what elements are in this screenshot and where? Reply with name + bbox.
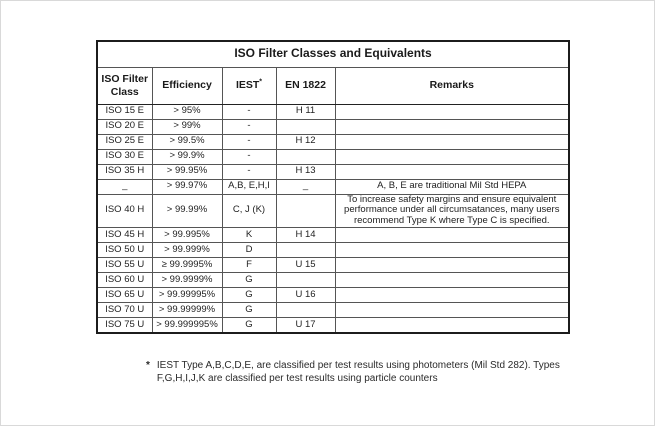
cell-iest: A,B, E,H,I <box>222 179 276 194</box>
cell-iest: G <box>222 318 276 333</box>
cell-en1822 <box>276 194 335 228</box>
cell-efficiency: > 99.999% <box>152 243 222 258</box>
cell-remarks: A, B, E are traditional Mil Std HEPA <box>335 179 569 194</box>
table-row <box>97 164 569 179</box>
cell-remarks <box>335 228 569 243</box>
cell-efficiency: > 99.99999% <box>152 303 222 318</box>
cell-remarks <box>335 149 569 164</box>
cell-efficiency: ≥ 99.9995% <box>152 258 222 273</box>
cell-iso-class: ISO 50 U <box>97 243 152 258</box>
cell-iso-class: ISO 55 U <box>97 258 152 273</box>
cell-remarks <box>335 318 569 333</box>
cell-efficiency: > 95% <box>152 104 222 119</box>
iest-footnote-asterisk: * <box>259 78 263 86</box>
footnote <box>146 359 596 385</box>
cell-efficiency: > 99% <box>152 119 222 134</box>
cell-en1822 <box>276 119 335 134</box>
cell-remarks <box>335 273 569 288</box>
table-row <box>97 243 569 258</box>
cell-iest: G <box>222 303 276 318</box>
column-header-remarks: Remarks <box>335 67 569 104</box>
table-row <box>97 149 569 164</box>
cell-efficiency: > 99.95% <box>152 164 222 179</box>
footnote-line-1: IEST Type A,B,C,D,E, are classified per test results using photometers (Mil Std 282). Types <box>156 360 560 371</box>
table-row <box>97 318 569 333</box>
cell-iest: - <box>222 134 276 149</box>
cell-en1822: U 16 <box>276 288 335 303</box>
column-header-en1822: EN 1822 <box>276 67 335 104</box>
cell-iso-class: ISO 45 H <box>97 228 152 243</box>
cell-iest: - <box>222 164 276 179</box>
table-body <box>97 104 569 333</box>
cell-iest: K <box>222 228 276 243</box>
cell-iso-class: ISO 60 U <box>97 273 152 288</box>
table-title: ISO Filter Classes and Equivalents <box>97 41 569 67</box>
cell-en1822 <box>276 243 335 258</box>
cell-iest: G <box>222 273 276 288</box>
cell-en1822: H 14 <box>276 228 335 243</box>
cell-en1822: U 15 <box>276 258 335 273</box>
cell-remarks <box>335 243 569 258</box>
table-title-row <box>97 41 569 67</box>
footnote-text <box>157 359 560 385</box>
cell-iso-class: ISO 20 E <box>97 119 152 134</box>
footnote-line-2: F,G,H,I,J,K are classified per test results using particle counters <box>156 373 438 384</box>
cell-remarks <box>335 303 569 318</box>
cell-remarks <box>335 288 569 303</box>
cell-en1822 <box>276 303 335 318</box>
cell-efficiency: > 99.99995% <box>152 288 222 303</box>
cell-iest: C, J (K) <box>222 194 276 228</box>
cell-iest: - <box>222 104 276 119</box>
table-header-row <box>97 67 569 104</box>
table-row <box>97 258 569 273</box>
column-header-efficiency: Efficiency <box>152 67 222 104</box>
cell-iso-class: _ <box>97 179 152 194</box>
cell-en1822: U 17 <box>276 318 335 333</box>
cell-iso-class: ISO 15 E <box>97 104 152 119</box>
table-row <box>97 273 569 288</box>
table-row <box>97 119 569 134</box>
cell-iest: F <box>222 258 276 273</box>
cell-iest: G <box>222 288 276 303</box>
cell-en1822: H 12 <box>276 134 335 149</box>
cell-iso-class: ISO 35 H <box>97 164 152 179</box>
cell-efficiency: > 99.9999% <box>152 273 222 288</box>
footnote-asterisk: * <box>146 360 150 371</box>
cell-en1822 <box>276 149 335 164</box>
iso-filter-table <box>96 40 570 334</box>
cell-remarks <box>335 119 569 134</box>
column-header-iest: IEST* <box>222 67 276 104</box>
cell-remarks <box>335 258 569 273</box>
cell-remarks <box>335 104 569 119</box>
cell-remarks: To increase safety margins and ensure equivalent performance under all circumsatances, many users recommend Type K where Type C is specified. <box>335 194 569 228</box>
cell-remarks <box>335 164 569 179</box>
cell-efficiency: > 99.97% <box>152 179 222 194</box>
cell-iest: D <box>222 243 276 258</box>
cell-iso-class: ISO 75 U <box>97 318 152 333</box>
table-row <box>97 104 569 119</box>
cell-iso-class: ISO 65 U <box>97 288 152 303</box>
table-row <box>97 288 569 303</box>
cell-iso-class: ISO 30 E <box>97 149 152 164</box>
cell-efficiency: > 99.9% <box>152 149 222 164</box>
table-row <box>97 134 569 149</box>
table-row <box>97 228 569 243</box>
cell-efficiency: > 99.995% <box>152 228 222 243</box>
cell-iso-class: ISO 25 E <box>97 134 152 149</box>
cell-efficiency: > 99.99% <box>152 194 222 228</box>
cell-en1822 <box>276 273 335 288</box>
cell-efficiency: > 99.999995% <box>152 318 222 333</box>
cell-iso-class: ISO 40 H <box>97 194 152 228</box>
cell-en1822: H 13 <box>276 164 335 179</box>
column-header-iso-filter-class: ISO Filter Class <box>97 67 152 104</box>
cell-iest: - <box>222 149 276 164</box>
table-row <box>97 179 569 194</box>
cell-iso-class: ISO 70 U <box>97 303 152 318</box>
table-row <box>97 194 569 228</box>
cell-iest: - <box>222 119 276 134</box>
table-row <box>97 303 569 318</box>
cell-remarks <box>335 134 569 149</box>
cell-en1822: _ <box>276 179 335 194</box>
cell-en1822: H 11 <box>276 104 335 119</box>
cell-efficiency: > 99.5% <box>152 134 222 149</box>
